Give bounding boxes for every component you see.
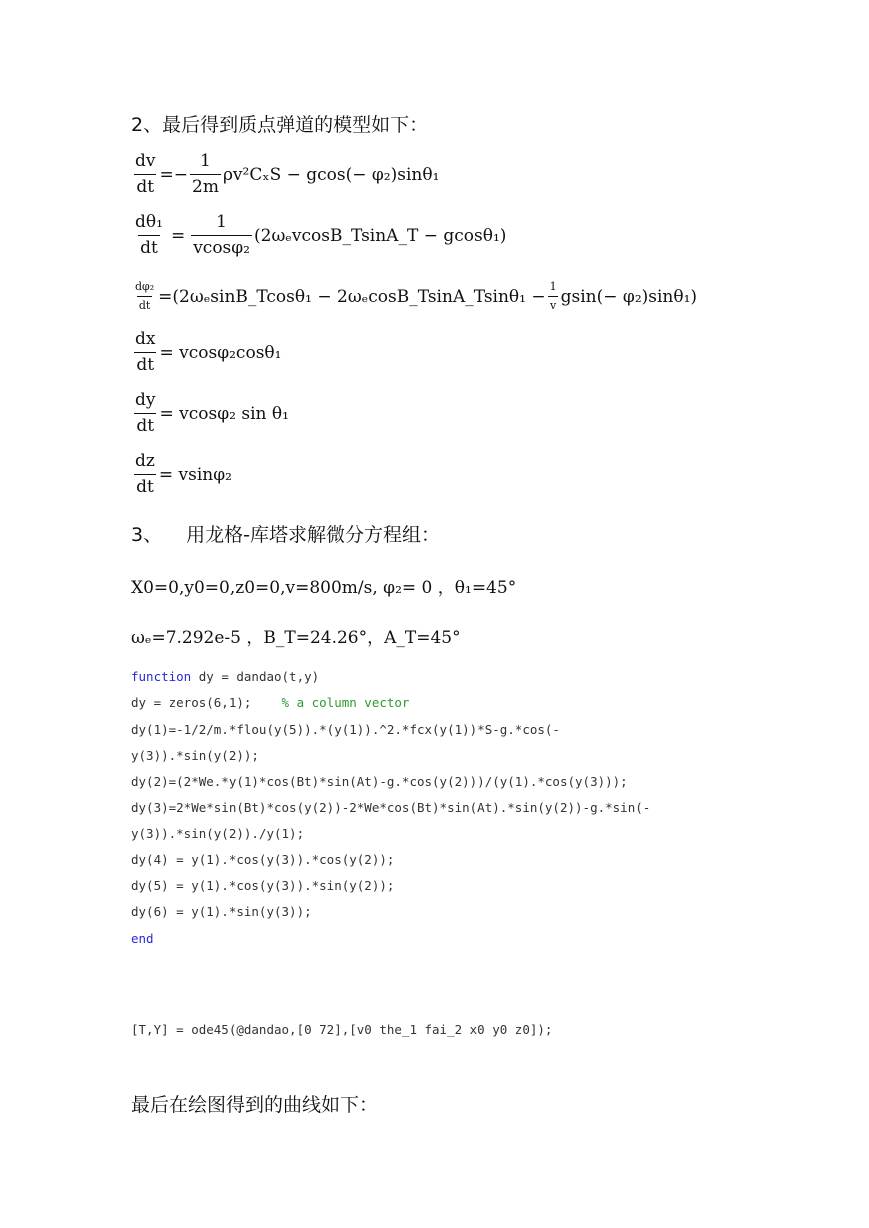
fraction-dtheta-dt [133,213,165,258]
equals-sign: =− [159,164,188,185]
section-3-number: 3、 [131,524,163,546]
code-line-2 [131,695,409,710]
code-line-5: dy(2)=(2*We.*y(1)*cos(Bt)*sin(At)-g.*cos(y(2)))/(y(1).*cos(y(3))); [131,774,628,789]
fraction-denominator: dt [134,413,156,437]
equation-rhs-part1: =(2ωₑsinB_Tcosθ₁ − 2ωₑcosB_TsinA_Tsinθ₁ − [158,286,546,307]
equation-rhs: = vsinφ₂ [158,464,232,485]
equation-rhs: = vcosφ₂cosθ₁ [159,342,282,363]
fraction-dv-dt [133,152,158,197]
equation-rhs-part2: gsin(− φ₂)sinθ₁) [560,286,698,307]
fraction-denominator: 2m [190,174,221,198]
fraction-coefficient [190,152,221,197]
fraction-denominator: v [548,296,558,313]
fraction-denominator: dt [138,235,160,259]
fraction-dx-dt [133,330,157,375]
initial-conditions-line-1: X0=0,y0=0,z0=0,v=800m/s, φ₂= 0 ，θ₁=45° [131,578,517,598]
fraction-numerator: dy [135,390,156,410]
fraction-denominator: dt [134,174,156,198]
fraction-numerator: 1 [216,212,227,232]
code-line-3: dy(1)=-1/2/m.*flou(y(5)).*(y(1)).^2.*fcx(y(1))*S-g.*cos(- [131,722,560,737]
section-3-heading [131,520,440,547]
equation-dv-dt [131,152,439,197]
equation-dtheta-dt [131,213,506,258]
section-3-title: 用龙格-库塔求解微分方程组： [186,524,440,546]
code-comment: % a column vector [281,695,410,710]
code-text: dy = zeros(6,1); [131,695,282,710]
code-line-1 [131,669,319,684]
equation-dy-dt [131,391,289,436]
fraction-dz-dt [133,452,157,497]
fraction-coefficient [548,281,559,312]
code-line-10: dy(6) = y(1).*sin(y(3)); [131,904,312,919]
equals-sign: = [170,225,186,246]
equation-dphi-dt [131,281,697,312]
equation-dx-dt [131,330,281,375]
equation-rhs: = vcosφ₂ sin θ₁ [159,403,289,424]
code-line-7: y(3)).*sin(y(2))./y(1); [131,826,305,841]
fraction-dy-dt [133,391,158,436]
equation-rhs: (2ωₑvcosB_TsinA_T − gcosθ₁) [254,225,507,246]
fraction-denominator: dt [134,352,156,376]
fraction-denominator: vcosφ₂ [191,235,252,259]
fraction-numerator: 1 [200,151,211,171]
equation-dz-dt [131,452,232,497]
fraction-numerator: dφ₂ [135,280,155,293]
fraction-numerator: dz [135,451,155,471]
initial-conditions-line-2: ωₑ=7.292e-5 ，B_T=24.26°，A_T=45° [131,628,461,648]
fraction-denominator: dt [137,296,152,313]
code-line-6: dy(3)=2*We*sin(Bt)*cos(y(2))-2*We*cos(Bt)*sin(At).*sin(y(2))-g.*sin(- [131,800,651,815]
code-ode45-call: [T,Y] = ode45(@dandao,[0 72],[v0 the_1 fai_2 x0 y0 z0]); [131,1022,553,1037]
fraction-coefficient [191,213,252,258]
section-2-heading: 2、最后得到质点弹道的模型如下： [131,114,429,136]
fraction-dphi-dt [133,281,156,312]
equation-rhs: ρv²CₓS − gcos(− φ₂)sinθ₁ [222,164,440,185]
fraction-numerator: dx [135,329,156,349]
fraction-numerator: 1 [549,280,557,293]
fraction-numerator: dv [135,151,156,171]
code-line-11: end [131,931,154,946]
code-line-4: y(3)).*sin(y(2)); [131,748,259,763]
fraction-denominator: dt [134,474,156,498]
code-keyword: function [131,669,192,684]
code-line-8: dy(4) = y(1).*cos(y(3)).*cos(y(2)); [131,852,395,867]
fraction-numerator: dθ₁ [135,212,163,232]
code-line-9: dy(5) = y(1).*cos(y(3)).*sin(y(2)); [131,878,395,893]
final-caption: 最后在绘图得到的曲线如下： [131,1094,379,1116]
code-text: dy = dandao(t,y) [191,669,320,684]
